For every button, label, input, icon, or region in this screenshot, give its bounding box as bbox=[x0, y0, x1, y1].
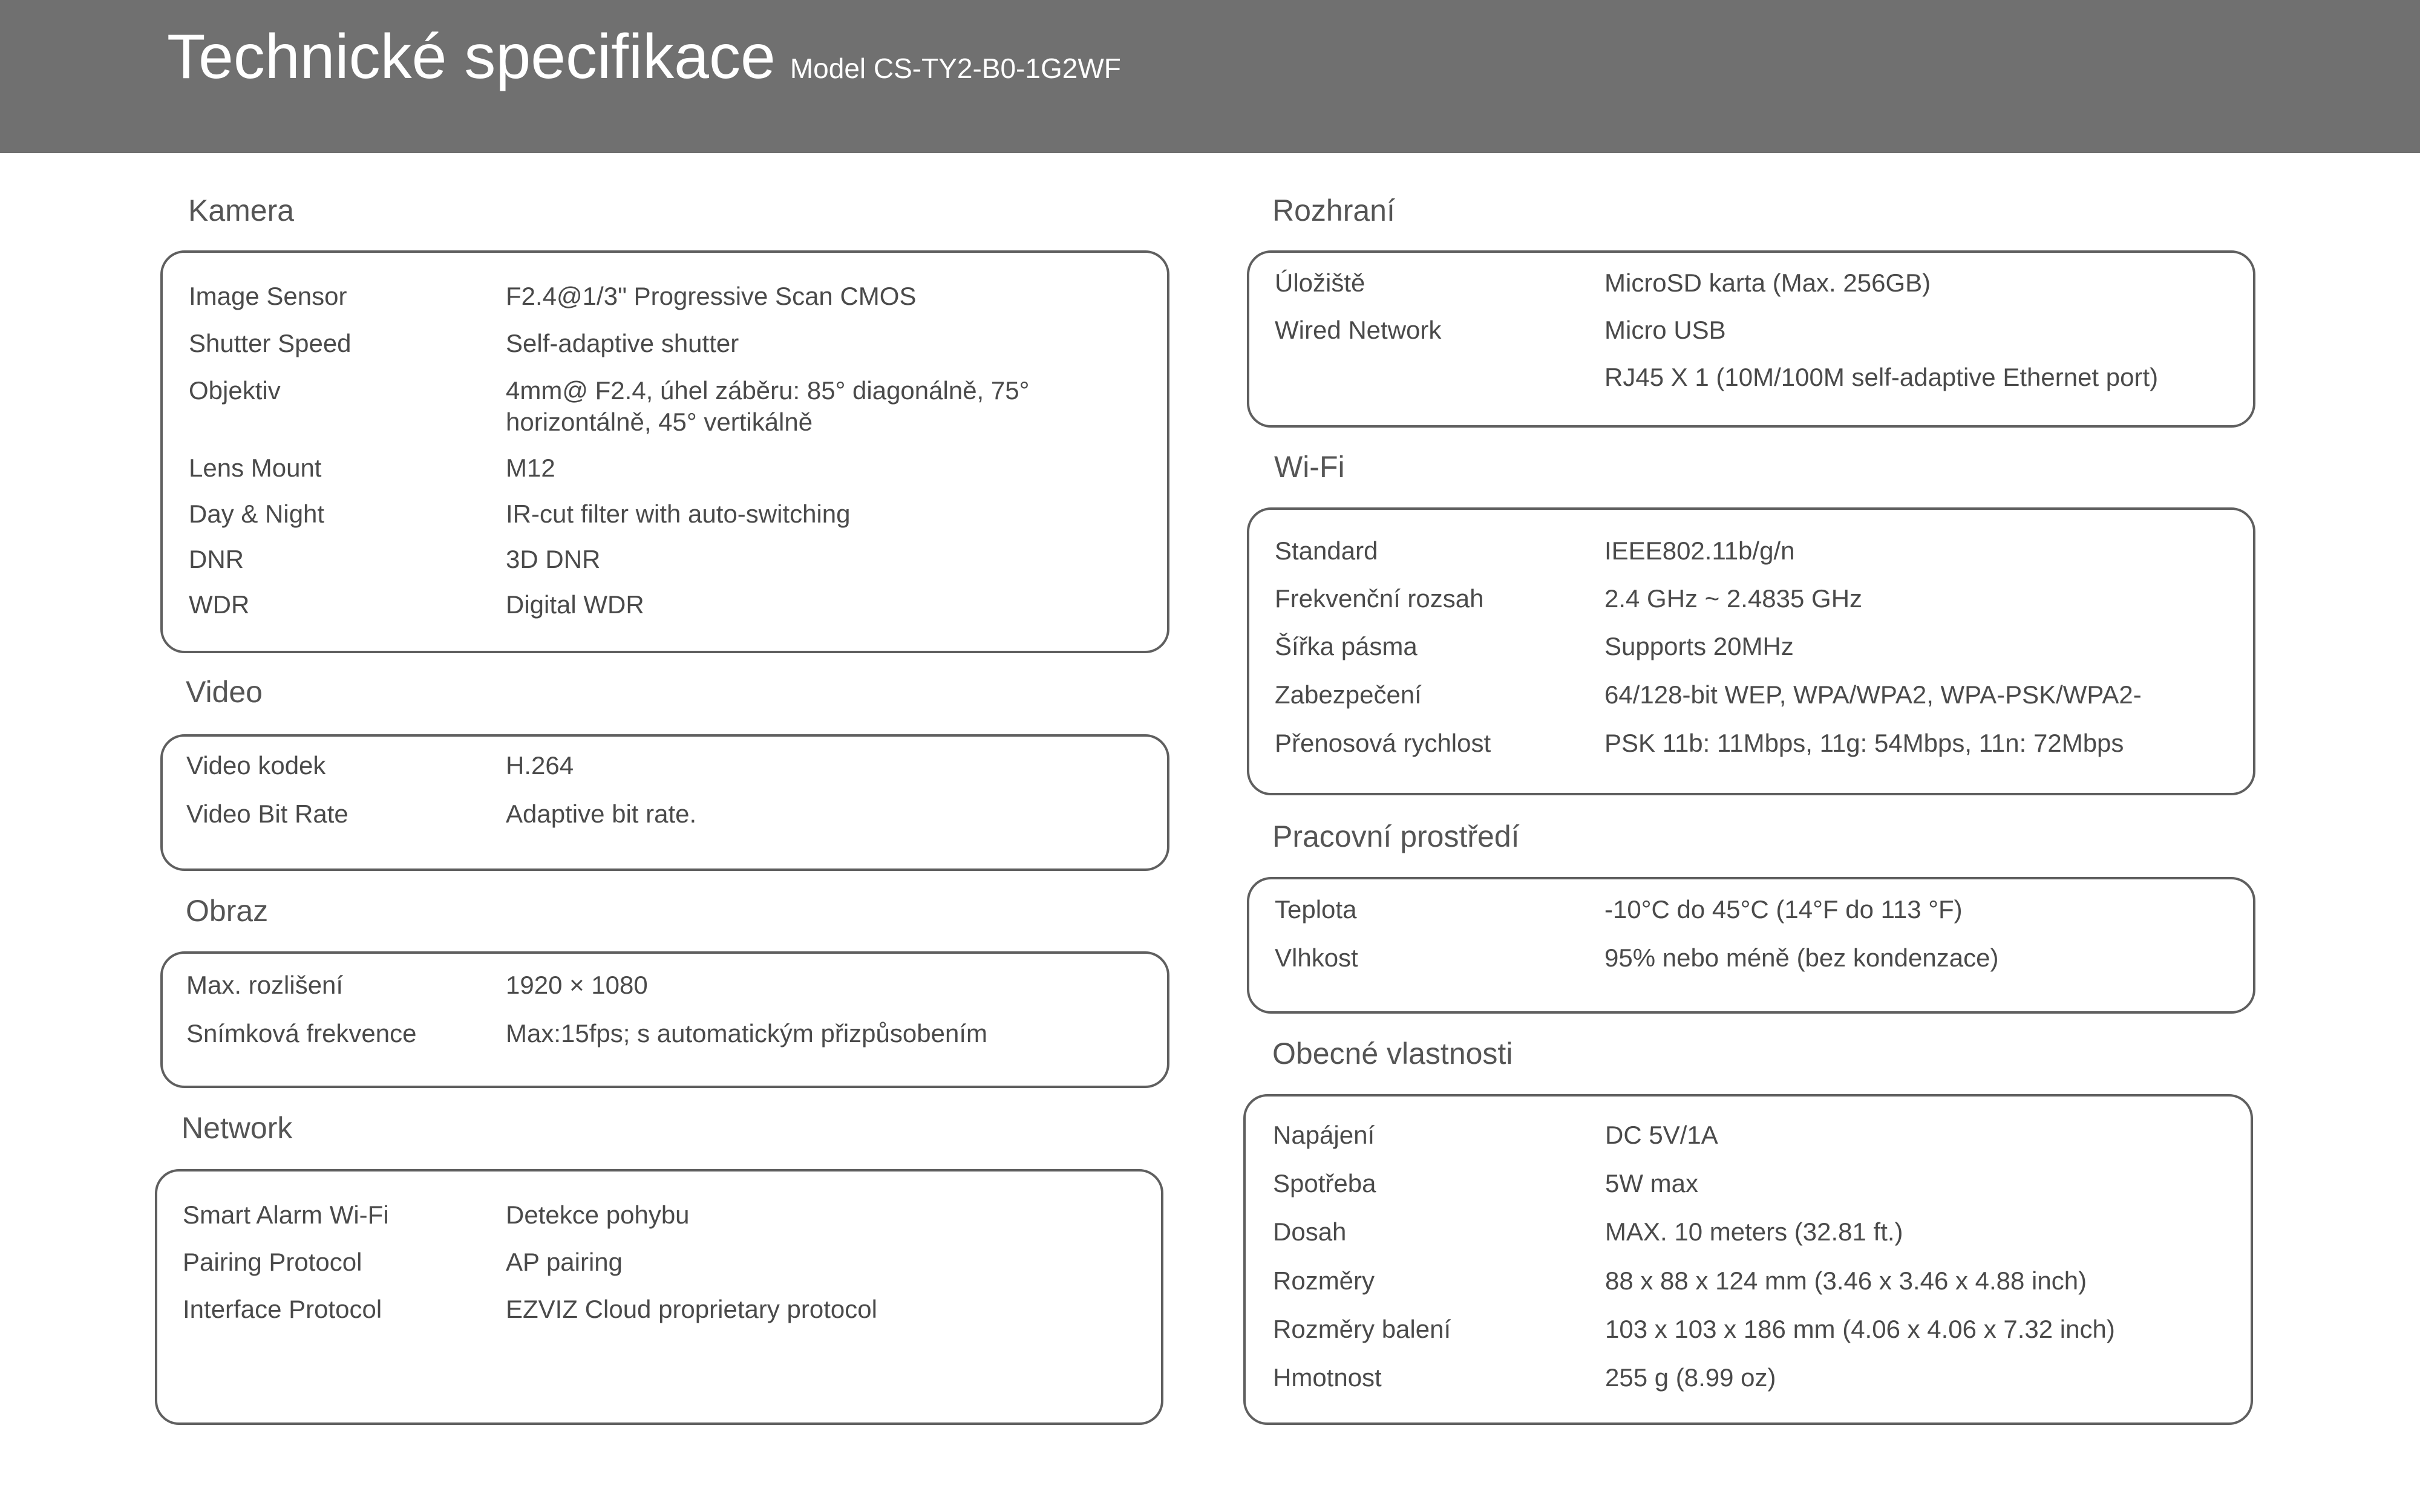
page-title-text: Technické specifikace bbox=[167, 22, 776, 92]
spec-value: AP pairing bbox=[506, 1248, 623, 1276]
spec-label: Interface Protocol bbox=[183, 1295, 382, 1323]
section-title-kamera: Kamera bbox=[188, 194, 295, 227]
spec-value: Micro USB bbox=[1604, 316, 1726, 344]
spec-value: DC 5V/1A bbox=[1605, 1121, 1718, 1149]
spec-label: Hmotnost bbox=[1273, 1363, 1382, 1392]
spec-label: DNR bbox=[189, 545, 244, 573]
spec-label: Pairing Protocol bbox=[183, 1248, 362, 1276]
spec-value: IEEE802.11b/g/n bbox=[1604, 536, 1795, 565]
spec-label: Smart Alarm Wi-Fi bbox=[183, 1201, 389, 1229]
spec-value: Max:15fps; s automatickým přizpůsobením bbox=[506, 1019, 987, 1048]
spec-value: Adaptive bit rate. bbox=[506, 800, 697, 828]
spec-label: Teplota bbox=[1275, 895, 1357, 924]
spec-value: 103 x 103 x 186 mm (4.06 x 4.06 x 7.32 inch) bbox=[1605, 1315, 2115, 1343]
model-subtitle: Model CS-TY2-B0-1G2WF bbox=[790, 53, 1121, 84]
spec-label: Úložiště bbox=[1275, 269, 1365, 297]
spec-label: Snímková frekvence bbox=[186, 1019, 417, 1048]
spec-label: Shutter Speed bbox=[189, 329, 352, 357]
spec-label: Šířka pásma bbox=[1275, 632, 1418, 660]
spec-label: Max. rozlišení bbox=[186, 971, 344, 999]
spec-label: Napájení bbox=[1273, 1121, 1375, 1149]
spec-value: 64/128-bit WEP, WPA/WPA2, WPA-PSK/WPA2- bbox=[1604, 680, 2142, 709]
spec-box-rozhrani bbox=[1247, 250, 2255, 428]
header-bar bbox=[0, 0, 2420, 153]
spec-value: MicroSD karta (Max. 256GB) bbox=[1604, 269, 1931, 297]
spec-label: Image Sensor bbox=[189, 282, 347, 310]
spec-label: WDR bbox=[189, 590, 250, 619]
spec-value: -10°C do 45°C (14°F do 113 °F) bbox=[1604, 895, 1963, 924]
spec-value: Self-adaptive shutter bbox=[506, 329, 739, 357]
spec-value: Supports 20MHz bbox=[1604, 632, 1794, 660]
spec-box-kamera bbox=[160, 250, 1169, 653]
spec-value: Detekce pohybu bbox=[506, 1201, 690, 1229]
spec-value: 1920 × 1080 bbox=[506, 971, 648, 999]
section-title-video: Video bbox=[186, 675, 263, 709]
spec-value: 255 g (8.99 oz) bbox=[1605, 1363, 1776, 1392]
spec-label: Video kodek bbox=[186, 751, 326, 780]
spec-box-obecne bbox=[1243, 1094, 2253, 1425]
spec-box-wifi bbox=[1247, 507, 2255, 795]
section-title-rozhrani: Rozhraní bbox=[1272, 194, 1395, 227]
section-title-obecne: Obecné vlastnosti bbox=[1272, 1037, 1513, 1070]
spec-label: Rozměry balení bbox=[1273, 1315, 1451, 1343]
spec-value: MAX. 10 meters (32.81 ft.) bbox=[1605, 1217, 1903, 1246]
spec-box-network bbox=[155, 1169, 1163, 1425]
section-title-wifi: Wi-Fi bbox=[1274, 450, 1345, 484]
spec-value: Digital WDR bbox=[506, 590, 644, 619]
spec-value: 4mm@ F2.4, úhel záběru: 85° diagonálně, 75° horizontálně, 45° vertikálně bbox=[506, 376, 1030, 436]
spec-label: Rozměry bbox=[1273, 1266, 1375, 1295]
spec-value: M12 bbox=[506, 454, 555, 482]
spec-value: RJ45 X 1 (10M/100M self-adaptive Ethernet port) bbox=[1604, 363, 2159, 391]
spec-value: 3D DNR bbox=[506, 545, 601, 573]
spec-label: Lens Mount bbox=[189, 454, 322, 482]
spec-box-prostredi bbox=[1247, 877, 2255, 1014]
spec-label: Vlhkost bbox=[1275, 943, 1358, 972]
section-title-network: Network bbox=[182, 1111, 293, 1145]
spec-label: Objektiv bbox=[189, 376, 281, 405]
spec-value: PSK 11b: 11Mbps, 11g: 54Mbps, 11n: 72Mbps bbox=[1604, 729, 2124, 757]
spec-label: Frekvenční rozsah bbox=[1275, 584, 1484, 613]
section-title-prostredi: Pracovní prostředí bbox=[1272, 820, 1520, 853]
spec-value: 5W max bbox=[1605, 1169, 1699, 1198]
spec-value: EZVIZ Cloud proprietary protocol bbox=[506, 1295, 877, 1323]
spec-label: Day & Night bbox=[189, 500, 325, 528]
spec-value: H.264 bbox=[506, 751, 574, 780]
spec-value: 2.4 GHz ~ 2.4835 GHz bbox=[1604, 584, 1863, 613]
spec-value: 95% nebo méně (bez kondenzace) bbox=[1604, 943, 1999, 972]
spec-box-obraz bbox=[160, 951, 1169, 1088]
spec-label: Zabezpečení bbox=[1275, 680, 1422, 709]
spec-value: F2.4@1/3" Progressive Scan CMOS bbox=[506, 282, 917, 310]
spec-box-video bbox=[160, 734, 1169, 871]
spec-label: Video Bit Rate bbox=[186, 800, 348, 828]
spec-label: Přenosová rychlost bbox=[1275, 729, 1491, 757]
spec-label: Wired Network bbox=[1275, 316, 1442, 344]
spec-label: Standard bbox=[1275, 536, 1378, 565]
spec-label: Dosah bbox=[1273, 1217, 1347, 1246]
spec-value: 88 x 88 x 124 mm (3.46 x 3.46 x 4.88 inch) bbox=[1605, 1266, 2087, 1295]
section-title-obraz: Obraz bbox=[186, 894, 269, 928]
spec-value: IR-cut filter with auto-switching bbox=[506, 500, 851, 528]
spec-label: Spotřeba bbox=[1273, 1169, 1376, 1198]
page-title bbox=[167, 21, 1121, 105]
